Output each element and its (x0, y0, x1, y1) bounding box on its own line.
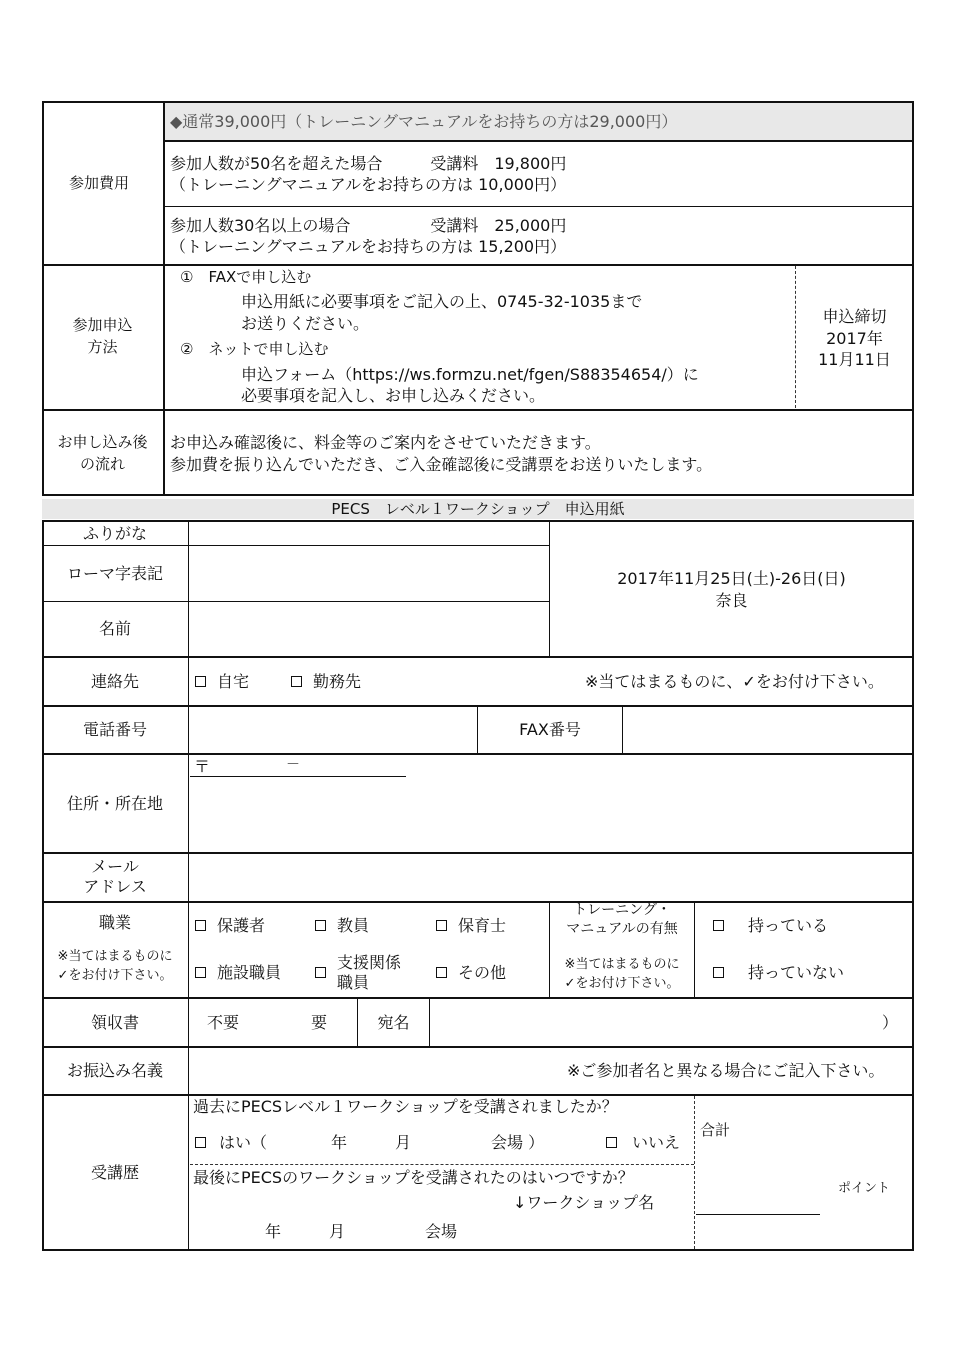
over30-fee: 参加人数30名以上の場合 受講料 25,000円 (170, 216, 567, 235)
name-input[interactable] (190, 603, 548, 655)
postal-dash: － (286, 757, 300, 773)
job-guardian-label: 保護者 (217, 916, 266, 935)
method-label-1: 参加申込 (72, 316, 133, 334)
manual-have-checkbox[interactable] (713, 920, 724, 931)
receipt-to-input[interactable] (431, 999, 881, 1045)
work-label: 勤務先 (313, 672, 362, 691)
over50-fee: 参加人数が50名を超えた場合 受講料 19,800円 (170, 154, 567, 173)
manual-note-2: ✓をお付け下さい。 (564, 976, 680, 991)
postal-underline (190, 776, 406, 777)
history-label: 受講歴 (90, 1163, 139, 1182)
transfer-note: ※ご参加者名と異なる場合にご記入下さい。 (567, 1061, 885, 1080)
flow-text-1: お申込み確認後に、料金等のご案内をさせていただきます。 (170, 433, 601, 452)
mail-input[interactable] (190, 854, 912, 900)
manual-not-label: 持っていない (748, 963, 845, 982)
flow-label-1: お申し込み後 (57, 433, 148, 451)
divider (163, 101, 165, 496)
history-divider (190, 1164, 694, 1165)
manual-not-checkbox[interactable] (713, 967, 724, 978)
job-support-label-1: 支援関係 (337, 953, 402, 972)
total-divider (694, 1096, 695, 1249)
divider (42, 264, 914, 266)
contact-label: 連絡先 (90, 672, 139, 691)
mail-label-1: メール (91, 857, 139, 876)
point-label: ポイント (838, 1181, 891, 1196)
job-support-label-2: 職員 (337, 973, 370, 992)
history-yes-detail: はい（ 年 月 会場 ） (219, 1133, 545, 1152)
fax-title: ① FAXで申し込む (180, 268, 312, 286)
history-question-1: 過去にPECSレベル１ワークショップを受講されましたか？ (193, 1097, 618, 1116)
history-question-2: 最後にPECSのワークショップを受講されたのはいつですか？ (193, 1168, 634, 1187)
event-location: 奈良 (715, 591, 748, 610)
job-note-1: ※当てはまるものに (57, 949, 173, 964)
divider (42, 753, 914, 755)
transfer-label: お振込み名義 (66, 1061, 163, 1080)
point-underline (696, 1214, 820, 1215)
furigana-input[interactable] (190, 522, 548, 544)
fee-label: 参加費用 (69, 174, 130, 192)
phone-input[interactable] (190, 707, 476, 752)
fax-input[interactable] (624, 707, 912, 752)
standard-fee: ◆通常39,000円（トレーニングマニュアルをお持ちの方は29,000円） (170, 112, 678, 131)
manual-label-1: トレーニング・ (573, 902, 671, 918)
over50-manual-fee: （トレーニングマニュアルをお持ちの方は 10,000円） (170, 175, 567, 194)
home-checkbox[interactable] (195, 676, 206, 687)
deadline-date: 11月11日 (818, 350, 891, 369)
address-input[interactable] (190, 780, 912, 851)
home-label: 自宅 (217, 672, 250, 691)
fax-instruction-1: 申込用紙に必要事項をご記入の上、0745-32-1035まで (241, 292, 643, 311)
transfer-input[interactable] (190, 1048, 560, 1093)
over30-manual-fee: （トレーニングマニュアルをお持ちの方は 15,200円） (170, 237, 567, 256)
manual-label-2: マニュアルの有無 (566, 921, 678, 937)
event-date: 2017年11月25日(土)-26日(日) (617, 569, 846, 588)
divider (188, 520, 189, 1251)
contact-note: ※当てはまるものに、✓をお付け下さい。 (585, 672, 884, 691)
deadline-label: 申込締切 (822, 307, 887, 326)
address-label: 住所・所在地 (66, 794, 163, 813)
job-facility-label: 施設職員 (217, 963, 282, 982)
point-input[interactable] (698, 1186, 818, 1213)
receipt-yes-option[interactable]: 要 (311, 1013, 328, 1032)
job-facility-checkbox[interactable] (195, 967, 206, 978)
receipt-to-label: 宛名 (377, 1013, 410, 1032)
history-workshop-name: ↓ワークショップ名 (513, 1193, 655, 1212)
divider (429, 997, 430, 1046)
job-label: 職業 (98, 913, 131, 932)
divider (694, 901, 695, 997)
history-yes-checkbox[interactable] (195, 1137, 206, 1148)
job-teacher-checkbox[interactable] (315, 920, 326, 931)
fax-instruction-2: お送りください。 (241, 314, 370, 333)
deadline-divider (795, 266, 796, 408)
furigana-label: ふりがな (82, 524, 147, 543)
history-no-label: いいえ (632, 1133, 681, 1152)
receipt-no-option[interactable]: 不要 (207, 1013, 240, 1032)
name-label: 名前 (98, 619, 131, 638)
job-note-2: ✓をお付け下さい。 (57, 968, 173, 983)
net-instruction-1: 申込フォーム（https://ws.formzu.net/fgen/S88354654/）に (241, 365, 699, 384)
divider (549, 520, 550, 657)
deadline-year: 2017年 (826, 329, 883, 348)
job-nursery-label: 保育士 (458, 916, 507, 935)
manual-note-1: ※当てはまるものに (564, 957, 680, 972)
divider (42, 545, 550, 546)
flow-label-2: の流れ (79, 455, 125, 473)
history-last-date: 年 月 会場 (265, 1222, 458, 1241)
postal-code-input[interactable] (210, 756, 405, 776)
romaji-input[interactable] (190, 547, 548, 600)
receipt-label: 領収書 (90, 1013, 139, 1032)
form-title: PECS レベル１ワークショップ 申込用紙 (331, 500, 625, 518)
divider (622, 705, 623, 753)
divider (42, 901, 914, 903)
mail-label-2: アドレス (83, 877, 147, 896)
method-label-2: 方法 (87, 338, 118, 356)
history-no-checkbox[interactable] (606, 1137, 617, 1148)
net-title: ② ネットで申し込む (180, 340, 329, 358)
divider (42, 409, 914, 411)
divider (163, 140, 914, 142)
divider (42, 656, 914, 658)
job-other-checkbox[interactable] (436, 967, 447, 978)
phone-label: 電話番号 (82, 720, 147, 739)
work-checkbox[interactable] (291, 676, 302, 687)
job-guardian-checkbox[interactable] (195, 920, 206, 931)
job-support-checkbox[interactable] (315, 967, 326, 978)
job-nursery-checkbox[interactable] (436, 920, 447, 931)
divider (42, 601, 550, 602)
total-label: 合計 (700, 1121, 731, 1139)
divider (42, 1094, 914, 1096)
fax-label: FAX番号 (519, 720, 581, 739)
flow-text-2: 参加費を振り込んでいただき、ご入金確認後に受講票をお送りいたします。 (170, 455, 713, 474)
job-other-label: その他 (458, 963, 507, 982)
job-teacher-label: 教員 (337, 916, 370, 935)
postal-mark: 〒 (194, 757, 211, 776)
net-instruction-2: 必要事項を記入し、お申し込みください。 (241, 386, 546, 405)
divider (163, 206, 914, 207)
receipt-close-paren: ） (882, 1013, 899, 1032)
manual-have-label: 持っている (748, 916, 829, 935)
romaji-label: ローマ字表記 (66, 564, 163, 583)
